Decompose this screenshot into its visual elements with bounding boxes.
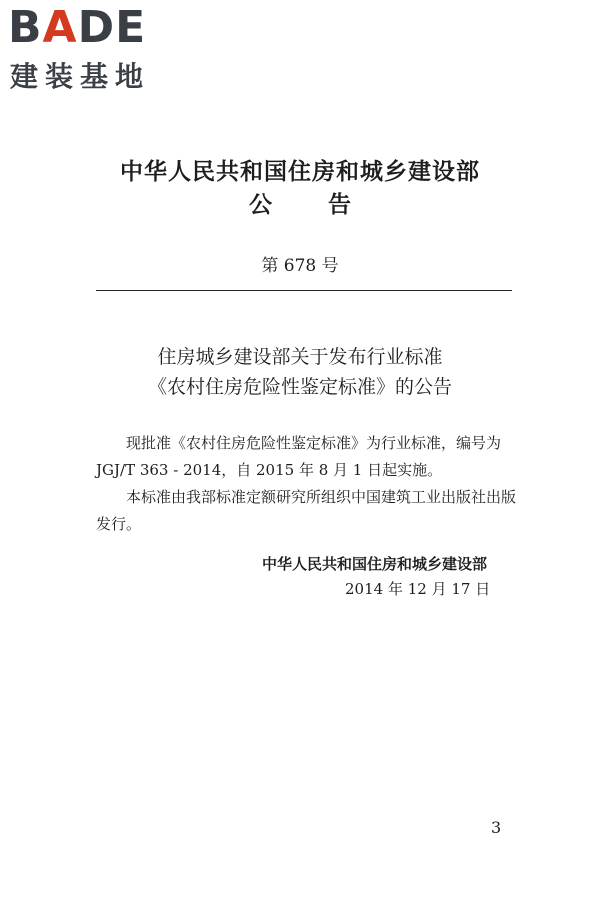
bade-logo <box>8 2 178 98</box>
notice-title-line-2: 《农村住房危险性鉴定标准》的公告 <box>147 376 452 398</box>
body-paragraph-1-line-2: JGJ/T 363 - 2014，自 2015 年 8 月 1 日起实施。 <box>96 461 443 479</box>
logo-mark-de: DE <box>77 2 147 53</box>
issuer-signature: 中华人民共和国住房和城乡建设部 <box>262 555 488 573</box>
logo-mark <box>8 2 147 53</box>
ministry-title: 中华人民共和国住房和城乡建设部 <box>120 159 480 185</box>
logo-subtitle: 建装基地 <box>10 60 151 93</box>
notice-title-line-1: 住房城乡建设部关于发布行业标准 <box>157 346 443 368</box>
logo-mark-a: A <box>42 2 78 53</box>
header-divider <box>96 290 512 291</box>
logo-mark-b: B <box>8 2 43 53</box>
page-number: 3 <box>491 818 502 837</box>
announcement-heading: 公 告 <box>248 192 375 218</box>
issue-date: 2014 年 12 月 17 日 <box>345 580 491 598</box>
body-paragraph-2-line-2: 发行。 <box>96 515 142 533</box>
document-number: 第 678 号 <box>261 256 339 276</box>
notice-title <box>0 342 600 402</box>
body-paragraph-1-line-1: 现批准《农村住房危险性鉴定标准》为行业标准，编号为 <box>126 434 502 452</box>
notice-body <box>96 430 516 538</box>
body-paragraph-2-line-1: 本标准由我部标准定额研究所组织中国建筑工业出版社出版 <box>126 488 517 506</box>
